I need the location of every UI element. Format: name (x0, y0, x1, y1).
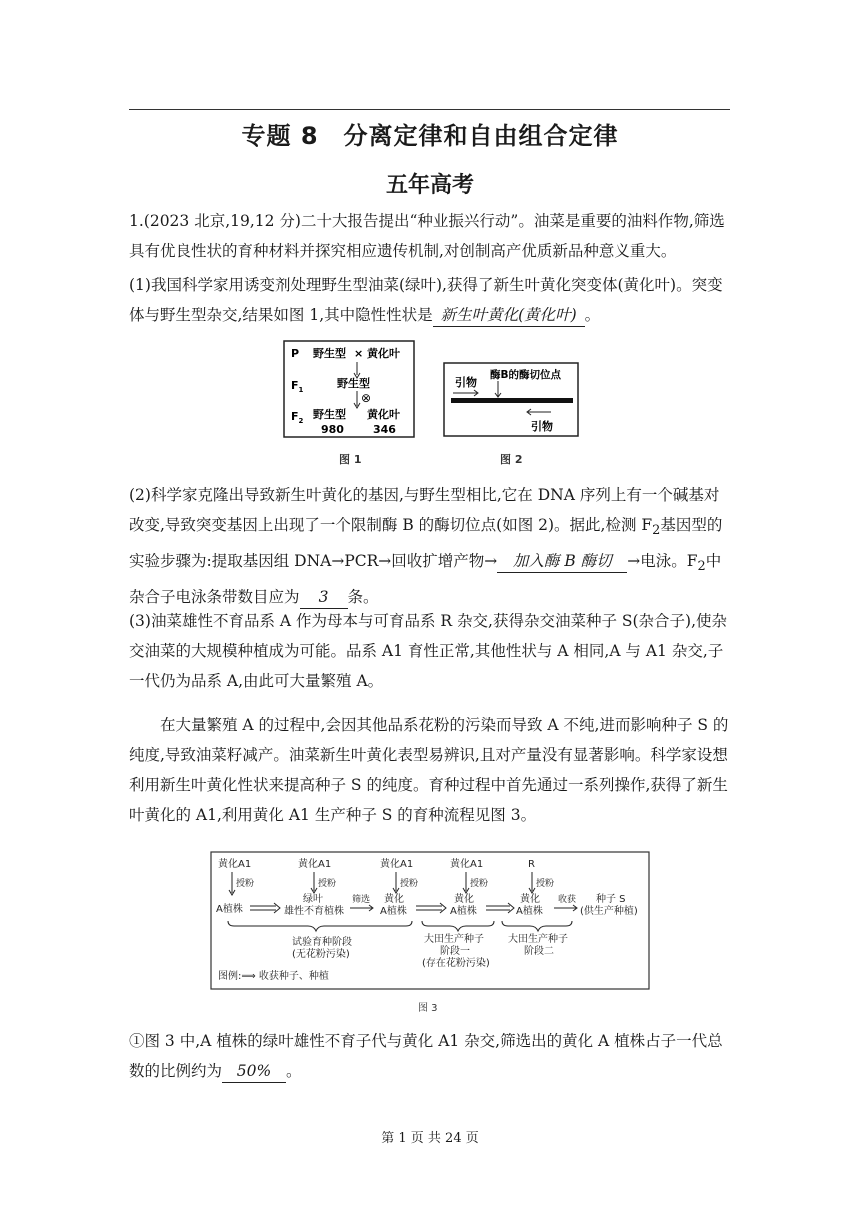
fig3-col4-top: 黄化A1 (450, 859, 484, 870)
fig3-node4b: A植株 (450, 906, 477, 917)
sub-1-text: ①图 3 中,A 植株的绿叶雄性不育子代与黄化 A1 杂交,筛选出的黄化 A 植株占子一代总数的比例约为 (129, 1032, 723, 1080)
answer-1: 新生叶黄化(黄化叶) (433, 304, 585, 327)
fig1-p-label: P (291, 347, 300, 360)
part-2-text-a: (2)科学家克隆出导致新生叶黄化的基因,与野生型相比,它在 DNA 序列上有一个碱基对改变,导致突变基因上出现了一个限制酶 B 的酶切位点(如图 2)。据此,检测 F (129, 486, 720, 534)
part-2-text-b: 基因型的实验步骤为:提取基因组 DNA→PCR→回收扩增产物→ (129, 516, 723, 571)
answer-3: 50% (222, 1060, 286, 1083)
fig3-pollinate-4: 授粉 (470, 879, 489, 889)
fig3-col5-top: R (528, 859, 535, 870)
question-part-3: (3)油菜雄性不育品系 A 作为母本与可育品系 R 杂交,获得杂交油菜种子 S(杂合子),使杂交油菜的大规模种植成为可能。品系 A1 育性正常,其他性状与 A 相同,A 与 A1 杂交,子一代仍为品系 A,由此可大量繁殖 A。 (129, 612, 728, 690)
fig2-primer-right: 引物 (531, 420, 553, 433)
question-part-1 (129, 270, 731, 330)
fig3-stage2a: 大田生产种子 (424, 934, 484, 945)
fig1-f2-yellow-count: 346 (373, 423, 396, 436)
fig2-primer-left: 引物 (455, 376, 477, 389)
fig3-node4a: 黄化 (454, 894, 474, 905)
part-2-text-d: 中杂合子电泳条带数目应为 (129, 552, 722, 607)
figure-3-caption: 图 3 (418, 1003, 438, 1014)
fig2-dna-strand (451, 398, 573, 403)
fig1-f2-wild: 野生型 (313, 408, 346, 421)
question-part-3-sub-1 (129, 1026, 731, 1086)
figure-3 (210, 851, 650, 991)
fig3-stage1b: (无花粉污染) (292, 949, 350, 960)
fig3-stage2b: 阶段一 (440, 946, 470, 957)
section-subtitle: 五年高考 (385, 173, 474, 198)
fig3-node3a: 黄化 (384, 894, 404, 905)
fig3-pollinate-2: 授粉 (318, 879, 337, 889)
fig3-node6b: (供生产种植) (580, 906, 638, 917)
fig1-f1-label: $F_1$ (291, 379, 304, 394)
figure-1-caption: 图 1 (339, 453, 362, 466)
fig1-yellow: 黄化叶 (367, 347, 400, 360)
answer-2a: 加入酶 B 酶切 (497, 550, 627, 573)
sub-1-end: 。 (286, 1062, 302, 1080)
fig3-screen: 筛选 (352, 895, 371, 905)
fig3-stage1a: 试验育种阶段 (292, 937, 352, 948)
figure-2 (443, 362, 579, 437)
page-footer: 第 1 页 共 24 页 (381, 1131, 479, 1146)
fig3-stage3a: 大田生产种子 (508, 934, 568, 945)
fig2-site-label: 酶B的酶切位点 (490, 369, 562, 381)
fig3-node6a: 种子 S (596, 894, 626, 905)
part-2-sub: 2 (652, 523, 661, 539)
fig3-node-male-sterile: 雄性不育植株 (284, 906, 344, 917)
fig3-node-a-plant: A植株 (216, 904, 243, 915)
fig3-node-green-leaf: 绿叶 (303, 894, 323, 905)
fig1-f1-pheno: 野生型 (337, 377, 370, 390)
fig3-legend: 图例:⟹ 收获种子、种植 (218, 971, 329, 982)
fig3-pollinate-5: 授粉 (536, 879, 555, 889)
fig1-f2-label: $F_2$ (291, 410, 304, 425)
page-title: 专题 8 分离定律和自由组合定律 (241, 122, 619, 150)
fig1-f2-wild-count: 980 (321, 423, 344, 436)
header-rule (129, 109, 730, 110)
fig3-node3b: A植株 (380, 906, 407, 917)
figure-1 (283, 340, 415, 438)
part-2-text-c: →电泳。F (627, 552, 698, 571)
fig3-pollinate-3: 授粉 (400, 879, 419, 889)
question-intro: 1.(2023 北京,19,12 分)二十大报告提出“种业振兴行动”。油菜是重要的油料作物,筛选具有优良性状的育种材料并探究相应遗传机制,对创制高产优质新品种意义重大。 (129, 212, 725, 260)
fig1-cross: × (354, 347, 364, 360)
figure-2-caption: 图 2 (500, 453, 523, 466)
part-2-end: 条。 (347, 588, 379, 607)
fig3-stage3b: 阶段二 (524, 946, 554, 957)
part-1-text: (1)我国科学家用诱变剂处理野生型油菜(绿叶),获得了新生叶黄化突变体(黄化叶)。突变体与野生型杂交,结果如图 1,其中隐性性状是 (129, 276, 723, 324)
fig3-stage2c: (存在花粉污染) (422, 958, 490, 969)
fig3-col3-top: 黄化A1 (380, 859, 414, 870)
fig3-node5a: 黄化 (520, 894, 540, 905)
fig1-self-symbol: ⊗ (361, 391, 372, 405)
fig3-harvest: 收获 (558, 895, 577, 905)
fig1-wild: 野生型 (313, 347, 346, 360)
question-part-3-paragraph-2: 在大量繁殖 A 的过程中,会因其他品系花粉的污染而导致 A 不纯,进而影响种子 S 的纯度,导致油菜籽减产。油菜新生叶黄化表型易辨识,且对产量没有显著影响。科学家设想利用新生叶黄化性状来提高种子 S 的纯度。育种过程中首先通过一系列操作,获得了新生叶黄化的 A1,利用黄化 A1 生产种子 S 的育种流程见图 3。 (129, 716, 729, 824)
fig3-node5b: A植株 (516, 906, 543, 917)
part-1-end: 。 (584, 306, 601, 324)
fig1-f2-yellow: 黄化叶 (367, 408, 400, 421)
fig3-pollinate-1: 授粉 (236, 879, 255, 889)
answer-2b: 3 (300, 586, 348, 609)
question-part-2 (129, 480, 731, 612)
fig3-col2-top: 黄化A1 (298, 859, 332, 870)
fig3-col1-top: 黄化A1 (218, 859, 252, 870)
part-2-sub2: 2 (697, 559, 706, 575)
